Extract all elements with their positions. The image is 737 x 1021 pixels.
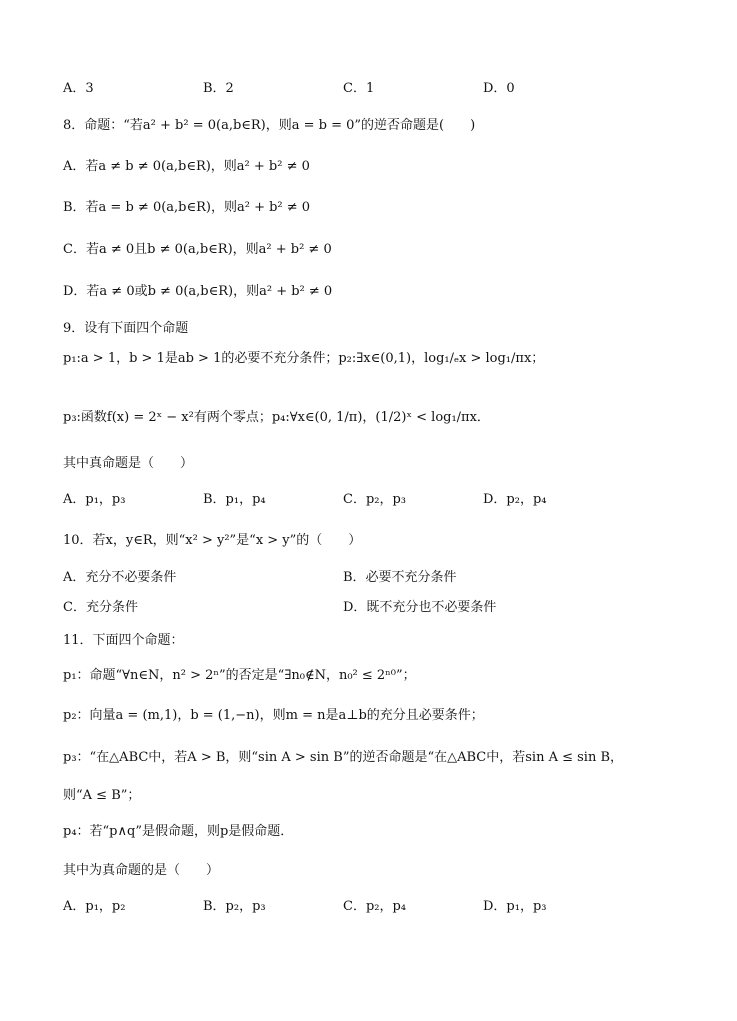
q10-option-a: A．充分不必要条件 [63,570,177,585]
q8-option-b: B．若a = b ≠ 0(a,b∈R)，则a² + b² ≠ 0 [63,200,311,215]
q11-p4: p₄：若“p∧q”是假命题，则p是假命题． [63,824,294,839]
q9-question: 其中真命题是（ ） [63,456,194,471]
q8-option-d: D．若a ≠ 0或b ≠ 0(a,b∈R)，则a² + b² ≠ 0 [63,284,333,299]
q9-propositions-p3-p4: p₃:函数f(x) = 2ˣ − x²有两个零点；p₄:∀x∈(0, 1/π)，(1/2)ˣ < log₁/πx． [63,410,490,425]
q11-question: 其中为真命题的是（ ） [63,863,220,878]
q9-option-a: A．p₁，p₃ [63,492,126,507]
q11-p3-line2: 则“A ≤ B”； [63,788,141,803]
q8-option-c: C．若a ≠ 0且b ≠ 0(a,b∈R)，则a² + b² ≠ 0 [63,242,332,257]
q11-p3-line1: p₃：“在△ABC中，若A > B，则“sin A > sin B”的逆否命题是“在△ABC中，若sin A ≤ sin B， [63,750,624,765]
q9-stem: 9．设有下面四个命题 [63,321,189,336]
q9-option-b: B．p₁，p₄ [203,492,266,507]
q7-option-d: D．0 [483,81,515,96]
q10-option-c: C．充分条件 [63,600,138,615]
q11-option-b: B．p₂，p₃ [203,899,266,914]
q8-option-a: A．若a ≠ b ≠ 0(a,b∈R)，则a² + b² ≠ 0 [63,159,310,174]
q7-option-a: A．3 [63,81,94,96]
q11-option-d: D．p₁，p₃ [483,899,547,914]
q7-option-c: C．1 [343,81,375,96]
q10-option-d: D．既不充分也不必要条件 [343,600,497,615]
q11-option-a: A．p₁，p₂ [63,899,126,914]
q9-option-d: D．p₂，p₄ [483,492,547,507]
q11-p2: p₂：向量a = (m,1)，b = (1,−n)，则m = n是a⊥b的充分且必要条件； [63,708,484,723]
q10-option-b: B．必要不充分条件 [343,570,457,585]
q11-p1: p₁：命题“∀n∈N，n² > 2ⁿ”的否定是“∃n₀∉N，n₀² ≤ 2ⁿ⁰”； [63,668,416,683]
q8-stem: 8．命题：“若a² + b² = 0(a,b∈R)，则a = b = 0”的逆否命题是( ) [63,118,476,133]
q9-propositions-p1-p2: p₁:a > 1，b > 1是ab > 1的必要不充分条件；p₂:∃x∈(0,1)，log₁/ₑx > log₁/πx； [63,351,545,366]
q9-option-c: C．p₂，p₃ [343,492,407,507]
q11-stem: 11．下面四个命题： [63,633,184,648]
q11-option-c: C．p₂，p₄ [343,899,407,914]
q7-option-b: B．2 [203,81,234,96]
q10-stem: 10．若x，y∈R，则“x² > y²”是“x > y”的（ ） [63,533,362,548]
